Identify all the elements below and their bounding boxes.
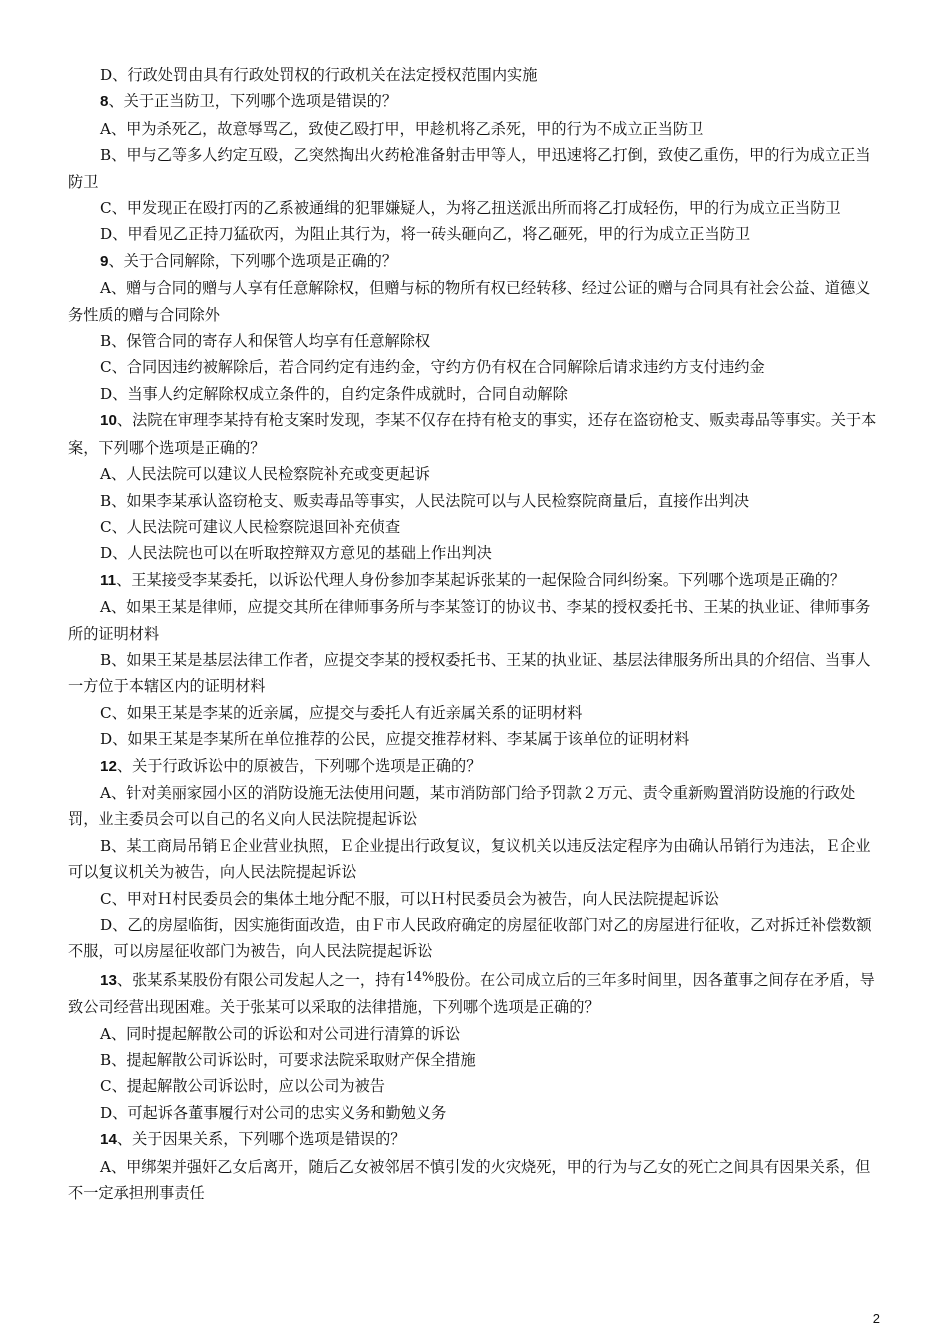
option-line: B、提起解散公司诉讼时，可要求法院采取财产保全措施	[100, 1051, 476, 1070]
question-number: 14	[100, 1131, 117, 1149]
question-number: 10	[100, 412, 117, 430]
question-number: 9	[100, 252, 109, 270]
question-text: 、关于行政诉讼中的原被告，下列哪个选项是正确的？	[116, 756, 482, 775]
option-line: C、提起解散公司诉讼时，应以公司为被告	[100, 1077, 385, 1096]
option-line: B、如果王某是基层法律工作者，应提交李某的授权委托书、王某的执业证、基层法律服务所出具的介绍信、当事人一方位于本辖区内的证明材料	[68, 650, 871, 696]
question-14	[68, 1126, 880, 1153]
option-line: D、可起诉各董事履行对公司的忠实义务和勤勉义务	[100, 1103, 447, 1122]
option-line: D、如果王某是李某所在单位推荐的公民，应提交推荐材料、李某属于该单位的证明材料	[100, 730, 690, 749]
question-number: 11	[100, 571, 117, 589]
option-line: A、甲为杀死乙，故意辱骂乙，致使乙殴打甲，甲趁机将乙杀死，甲的行为不成立正当防卫	[100, 119, 704, 138]
question-text: 、张某系某股份有限公司发起人之一，持有	[116, 970, 406, 989]
question-12	[68, 753, 880, 780]
question-number: 13	[100, 971, 117, 989]
question-number: 12	[100, 757, 117, 775]
question-9	[68, 248, 880, 275]
question-text: 股份。在公司成立后的三年多时间里，因各董事之间存在矛盾，导致公司经营出现困难。关于张某可以采取的法律措施，下列哪个选项是正确的？	[68, 970, 875, 1017]
option-line: B、如果李某承认盗窃枪支、贩卖毒品等事实，人民法院可以与人民检察院商量后，直接作出判决	[100, 491, 750, 510]
page-number: 2	[872, 1311, 880, 1326]
option-line: D、当事人约定解除权成立条件的，自约定条件成就时，合同自动解除	[100, 384, 568, 403]
question-13	[68, 965, 880, 1021]
option-line: C、甲对Ｈ村民委员会的集体土地分配不服，可以Ｈ村民委员会为被告，向人民法院提起诉讼	[100, 889, 720, 908]
option-line: D、人民法院也可以在听取控辩双方意见的基础上作出判决	[100, 544, 492, 563]
option-line: C、合同因违约被解除后，若合同约定有违约金，守约方仍有权在合同解除后请求违约方支付违约金	[100, 358, 765, 377]
option-line: B、保管合同的寄存人和保管人均享有任意解除权	[100, 332, 431, 351]
option-line: A、赠与合同的赠与人享有任意解除权，但赠与标的物所有权已经转移、经过公证的赠与合同具有社会公益、道德义务性质的赠与合同除外	[68, 279, 871, 324]
question-text: 、关于正当防卫，下列哪个选项是错误的？	[108, 92, 398, 111]
option-line: C、人民法院可建议人民检察院退回补充侦查	[100, 517, 401, 536]
option-line: D、乙的房屋临街，因实施街面改造，由Ｆ市人民政府确定的房屋征收部门对乙的房屋进行征收，乙对拆迁补偿数额不服，可以房屋征收部门为被告，向人民法院提起诉讼	[68, 916, 872, 961]
option-line: D、甲看见乙正持刀猛砍丙，为阻止其行为，将一砖头砸向乙，将乙砸死，甲的行为成立正当防卫	[100, 225, 751, 244]
share-percent: 14%	[405, 969, 435, 985]
option-line: C、如果王某是李某的近亲属，应提交与委托人有近亲属关系的证明材料	[100, 703, 583, 722]
question-text: 、法院在审理李某持有枪支案时发现，李某不仅存在持有枪支的事实，还存在盗窃枪支、贩卖毒品等事实。关于本案，下列哪个选项是正确的？	[68, 411, 877, 457]
option-line: A、同时提起解散公司的诉讼和对公司进行清算的诉讼	[100, 1024, 461, 1043]
question-text: 、王某接受李某委托，以诉讼代理人身份参加李某起诉张某的一起保险合同纠纷案。下列哪个选项是正确的？	[116, 570, 846, 589]
document-body	[68, 62, 880, 1206]
option-line: B、甲与乙等多人约定互殴，乙突然掏出火药枪准备射击甲等人，甲迅速将乙打倒，致使乙重伤，甲的行为成立正当防卫	[68, 146, 871, 191]
option-line: A、人民法院可以建议人民检察院补充或变更起诉	[100, 465, 430, 484]
option-line: B、某工商局吊销Ｅ企业营业执照，Ｅ企业提出行政复议，复议机关以违反法定程序为由确认吊销行为违法，Ｅ企业可以复议机关为被告，向人民法院提起诉讼	[68, 836, 871, 882]
option-line: C、甲发现正在殴打丙的乙系被通缉的犯罪嫌疑人，为将乙扭送派出所而将乙打成轻伤，甲的行为成立正当防卫	[100, 199, 841, 218]
question-text: 、关于因果关系，下列哪个选项是错误的？	[116, 1130, 406, 1149]
question-8	[68, 88, 880, 115]
question-11	[68, 567, 880, 594]
question-number: 8	[100, 93, 109, 111]
option-line: A、甲绑架并强奸乙女后离开，随后乙女被邻居不慎引发的火灾烧死，甲的行为与乙女的死亡之间具有因果关系，但不一定承担刑事责任	[68, 1157, 871, 1203]
question-text: 、关于合同解除，下列哪个选项是正确的？	[108, 251, 398, 270]
option-line: A、针对美丽家园小区的消防设施无法使用问题，某市消防部门给予罚款２万元、责令重新购置消防设施的行政处罚，业主委员会可以自己的名义向人民法院提起诉讼	[68, 783, 856, 829]
question-10	[68, 407, 880, 461]
option-line: A、如果王某是律师，应提交其所在律师事务所与李某签订的协议书、李某的授权委托书、王某的执业证、律师事务所的证明材料	[68, 598, 871, 643]
option-line: D、行政处罚由具有行政处罚权的行政机关在法定授权范围内实施	[100, 66, 538, 84]
